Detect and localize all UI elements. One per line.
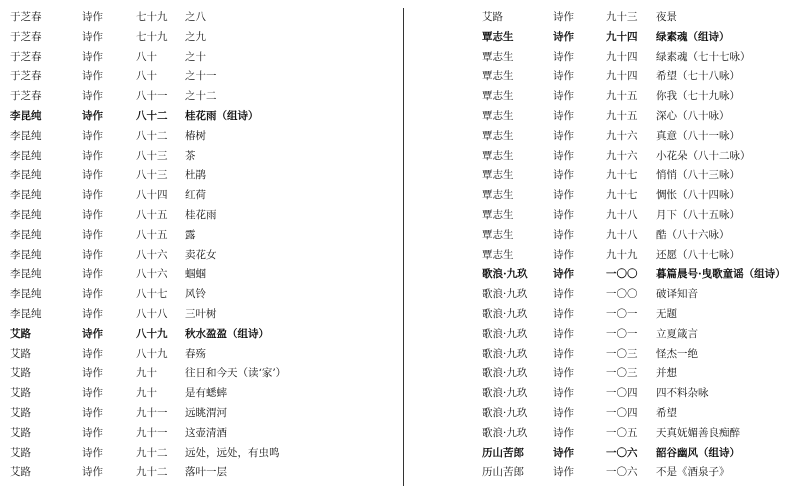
toc-title: 月下（八十五咏） [656,208,740,221]
toc-title: 还愿（八十七咏） [656,248,740,261]
toc-author: 覃志生 [482,129,514,142]
toc-row [482,67,800,87]
toc-genre: 诗作 [82,307,103,320]
toc-page-number: 八十七 [136,288,168,301]
toc-row [10,166,390,186]
toc-author: 覃志生 [482,109,514,122]
toc-title: 之十二 [185,90,217,103]
toc-row [482,246,800,266]
toc-author: 艾路 [10,327,31,340]
toc-genre: 诗作 [553,446,574,459]
toc-genre: 诗作 [553,327,574,340]
toc-genre: 诗作 [82,149,103,162]
toc-genre: 诗作 [553,288,574,301]
toc-row [10,28,390,48]
toc-title: 之九 [185,30,206,43]
toc-page-number: 七十九 [136,11,168,23]
toc-row [482,166,800,186]
toc-title: 不是《酒泉子》 [656,466,730,479]
toc-author: 李昆纯 [10,149,42,162]
toc-title: 茶 [185,149,196,162]
toc-row [482,285,800,305]
toc-page-number: 八十五 [136,208,168,221]
toc-page-number: 八十三 [136,149,168,162]
toc-page-number: 一〇五 [606,426,638,439]
toc-genre: 诗作 [82,50,103,63]
toc-author: 艾路 [10,446,31,459]
toc-author: 覃志生 [482,50,514,63]
toc-section-row [10,325,390,345]
toc-page-number: 八十六 [136,268,168,281]
toc-genre: 诗作 [553,50,574,63]
toc-author: 李昆纯 [10,288,42,301]
toc-author: 覃志生 [482,189,514,202]
toc-page-number: 一〇六 [606,446,638,459]
toc-title: 卖花女 [185,248,217,261]
toc-genre: 诗作 [553,129,574,142]
toc-page-number: 九十一 [136,406,168,419]
toc-genre: 诗作 [553,11,574,23]
toc-page-number: 九十八 [606,208,638,221]
toc-author: 覃志生 [482,208,514,221]
toc-row [10,305,390,325]
toc-page-number: 八十 [136,50,157,63]
toc-genre: 诗作 [553,149,574,162]
toc-genre: 诗作 [82,228,103,241]
toc-genre: 诗作 [553,466,574,479]
toc-row [10,265,390,285]
toc-genre: 诗作 [553,248,574,261]
toc-author: 李昆纯 [10,248,42,261]
toc-genre: 诗作 [553,268,574,281]
left-column [10,8,390,483]
toc-author: 艾路 [482,11,503,23]
toc-page-number: 一〇〇 [606,268,638,281]
toc-author: 于芝春 [10,90,42,103]
toc-author: 覃志生 [482,248,514,261]
toc-author: 歌浪·九玖 [482,367,528,380]
toc-page-number: 九十五 [606,109,638,122]
toc-title: 小花朵（八十二咏） [656,149,751,162]
toc-row [10,424,390,444]
toc-title: 希望（七十八咏） [656,70,740,83]
toc-page-number: 九十二 [136,466,168,479]
toc-title: 杜鹃 [185,169,206,182]
toc-genre: 诗作 [553,426,574,439]
toc-author: 歌浪·九玖 [482,347,528,360]
toc-row [482,463,800,483]
toc-title: 是有蟋蟀 [185,387,227,400]
toc-title: 破译知音 [656,288,698,301]
toc-genre: 诗作 [82,288,103,301]
toc-author: 歌浪·九玖 [482,268,528,281]
toc-author: 历山苦郎 [482,446,524,459]
toc-title: 并想 [656,367,677,380]
toc-page-number: 九十 [136,367,157,380]
toc-row [10,67,390,87]
toc-page-number: 九十八 [606,228,638,241]
toc-title: 秋水盈盈（组诗） [185,327,269,340]
toc-row [10,186,390,206]
toc-section-row [482,28,800,48]
toc-page-number: 九十六 [606,149,638,162]
toc-page-number: 八十九 [136,327,168,340]
toc-title: 绿素魂（组诗） [656,30,730,43]
toc-page-number: 八十六 [136,248,168,261]
toc-row [10,206,390,226]
toc-author: 历山苦郎 [482,466,524,479]
toc-page-number: 九十九 [606,248,638,261]
toc-genre: 诗作 [553,109,574,122]
toc-genre: 诗作 [82,446,103,459]
toc-title: 这壶清酒 [185,426,227,439]
toc-author: 于芝春 [10,70,42,83]
toc-title: 真意（八十一咏） [656,129,740,142]
toc-row [482,325,800,345]
toc-title: 惆怅（八十四咏） [656,189,740,202]
toc-page-number: 九十七 [606,169,638,182]
toc-row [482,305,800,325]
toc-page-number: 八十三 [136,169,168,182]
toc-row [10,384,390,404]
toc-title: 蝈蝈 [185,268,206,281]
toc-genre: 诗作 [82,426,103,439]
toc-page-number: 八十二 [136,109,168,122]
toc-genre: 诗作 [82,327,103,340]
toc-genre: 诗作 [82,70,103,83]
toc-author: 于芝春 [10,11,42,23]
toc-page-number: 一〇四 [606,406,638,419]
toc-author: 李昆纯 [10,109,42,122]
toc-page-number: 九十 [136,387,157,400]
toc-row [482,384,800,404]
toc-title: 远眺渭河 [185,406,227,419]
toc-genre: 诗作 [82,11,103,23]
toc-genre: 诗作 [82,129,103,142]
toc-genre: 诗作 [82,406,103,419]
toc-page-number: 八十五 [136,228,168,241]
toc-genre: 诗作 [553,228,574,241]
toc-page-number: 一〇三 [606,367,638,380]
toc-title: 之十一 [185,70,217,83]
toc-genre: 诗作 [82,466,103,479]
toc-genre: 诗作 [82,387,103,400]
toc-section-row [10,107,390,127]
toc-author: 李昆纯 [10,208,42,221]
toc-genre: 诗作 [553,406,574,419]
toc-genre: 诗作 [553,30,574,43]
toc-page-number: 九十六 [606,129,638,142]
toc-genre: 诗作 [553,208,574,221]
toc-genre: 诗作 [82,208,103,221]
toc-genre: 诗作 [553,169,574,182]
toc-row [10,285,390,305]
toc-page-number: 八十一 [136,90,168,103]
toc-title: 绿素魂（七十七咏） [656,50,751,63]
toc-genre: 诗作 [82,109,103,122]
toc-row [482,107,800,127]
toc-author: 李昆纯 [10,129,42,142]
toc-title: 希望 [656,406,677,419]
toc-author: 艾路 [10,426,31,439]
toc-row [10,8,390,28]
toc-genre: 诗作 [82,347,103,360]
toc-genre: 诗作 [553,387,574,400]
toc-genre: 诗作 [553,70,574,83]
toc-title: 酷（八十六咏） [656,228,730,241]
toc-title: 你我（七十九咏） [656,90,740,103]
toc-row [482,147,800,167]
toc-author: 艾路 [10,367,31,380]
column-divider [403,8,404,486]
toc-row [482,206,800,226]
toc-author: 于芝春 [10,30,42,43]
toc-title: 三叶树 [185,307,217,320]
toc-page-number: 一〇一 [606,307,638,320]
toc-page-number: 九十四 [606,70,638,83]
toc-row [10,87,390,107]
toc-genre: 诗作 [82,367,103,380]
toc-title: 露 [185,228,196,241]
toc-author: 李昆纯 [10,189,42,202]
toc-row [10,463,390,483]
toc-title: 暮篇晨号·曳歌童谣（组诗） [656,268,786,281]
toc-page-number: 九十二 [136,446,168,459]
toc-row [10,404,390,424]
toc-author: 覃志生 [482,90,514,103]
toc-page-number: 九十四 [606,50,638,63]
toc-row [10,226,390,246]
toc-section-row [482,444,800,464]
toc-genre: 诗作 [553,90,574,103]
toc-row [482,87,800,107]
toc-author: 歌浪·九玖 [482,426,528,439]
toc-row [482,8,800,28]
toc-page-number: 一〇三 [606,347,638,360]
toc-row [10,48,390,68]
toc-page-number: 一〇四 [606,387,638,400]
toc-title: 天真妩媚善良痴醉 [656,426,740,439]
toc-row [10,127,390,147]
toc-row [482,226,800,246]
toc-author: 歌浪·九玖 [482,387,528,400]
toc-author: 覃志生 [482,149,514,162]
toc-page-number: 九十一 [136,426,168,439]
toc-page-number: 八十二 [136,129,168,142]
toc-author: 覃志生 [482,169,514,182]
toc-row [482,127,800,147]
toc-title: 四不料杂咏 [656,387,709,400]
toc-row [10,364,390,384]
toc-title: 深心（八十咏） [656,109,730,122]
toc-page-number: 八十 [136,70,157,83]
toc-title: 怪杰一绝 [656,347,698,360]
toc-genre: 诗作 [82,169,103,182]
toc-author: 李昆纯 [10,228,42,241]
toc-row [10,345,390,365]
toc-title: 椿树 [185,129,206,142]
toc-author: 艾路 [10,406,31,419]
toc-title: 韶谷幽风（组诗） [656,446,740,459]
toc-row [482,186,800,206]
toc-genre: 诗作 [82,189,103,202]
toc-title: 风铃 [185,288,206,301]
toc-title: 悄悄（八十三咏） [656,169,740,182]
toc-author: 李昆纯 [10,169,42,182]
toc-author: 李昆纯 [10,268,42,281]
toc-title: 之十 [185,50,206,63]
toc-author: 歌浪·九玖 [482,327,528,340]
toc-author: 歌浪·九玖 [482,288,528,301]
toc-genre: 诗作 [82,90,103,103]
toc-page-number: 八十九 [136,347,168,360]
toc-genre: 诗作 [82,248,103,261]
toc-row [482,345,800,365]
toc-row [10,147,390,167]
toc-row [482,404,800,424]
toc-genre: 诗作 [553,367,574,380]
toc-page-number: 一〇〇 [606,288,638,301]
toc-page-number: 七十九 [136,30,168,43]
toc-author: 歌浪·九玖 [482,307,528,320]
right-column [482,8,800,483]
toc-title: 桂花雨（组诗） [185,109,259,122]
toc-page-number: 八十四 [136,189,168,202]
toc-genre: 诗作 [553,307,574,320]
toc-genre: 诗作 [553,347,574,360]
toc-title: 夜景 [656,11,677,23]
toc-title: 远处，远处，有虫鸣 [185,446,280,459]
toc-page-number: 八十八 [136,307,168,320]
toc-author: 歌浪·九玖 [482,406,528,419]
toc-author: 艾路 [10,466,31,479]
toc-page-number: 九十三 [606,11,638,23]
toc-author: 艾路 [10,387,31,400]
toc-title: 桂花雨 [185,208,217,221]
toc-row [482,364,800,384]
toc-page-number: 九十七 [606,189,638,202]
toc-author: 覃志生 [482,30,514,43]
toc-author: 覃志生 [482,228,514,241]
toc-row [10,246,390,266]
toc-title: 立夏箴言 [656,327,698,340]
toc-page-number: 九十五 [606,90,638,103]
toc-author: 于芝春 [10,50,42,63]
toc-title: 无题 [656,307,677,320]
toc-genre: 诗作 [553,189,574,202]
toc-row [482,48,800,68]
toc-page-number: 一〇六 [606,466,638,479]
toc-row [482,424,800,444]
toc-title: 之八 [185,11,206,23]
toc-genre: 诗作 [82,30,103,43]
toc-title: 春殇 [185,347,206,360]
toc-section-row [482,265,800,285]
toc-page-number: 九十四 [606,30,638,43]
toc-title: 往日和今天（读‘家’） [185,367,287,380]
toc-author: 李昆纯 [10,307,42,320]
toc-author: 覃志生 [482,70,514,83]
toc-title: 红荷 [185,189,206,202]
toc-title: 落叶一层 [185,466,227,479]
toc-row [10,444,390,464]
toc-page-number: 一〇一 [606,327,638,340]
toc-genre: 诗作 [82,268,103,281]
toc-author: 艾路 [10,347,31,360]
